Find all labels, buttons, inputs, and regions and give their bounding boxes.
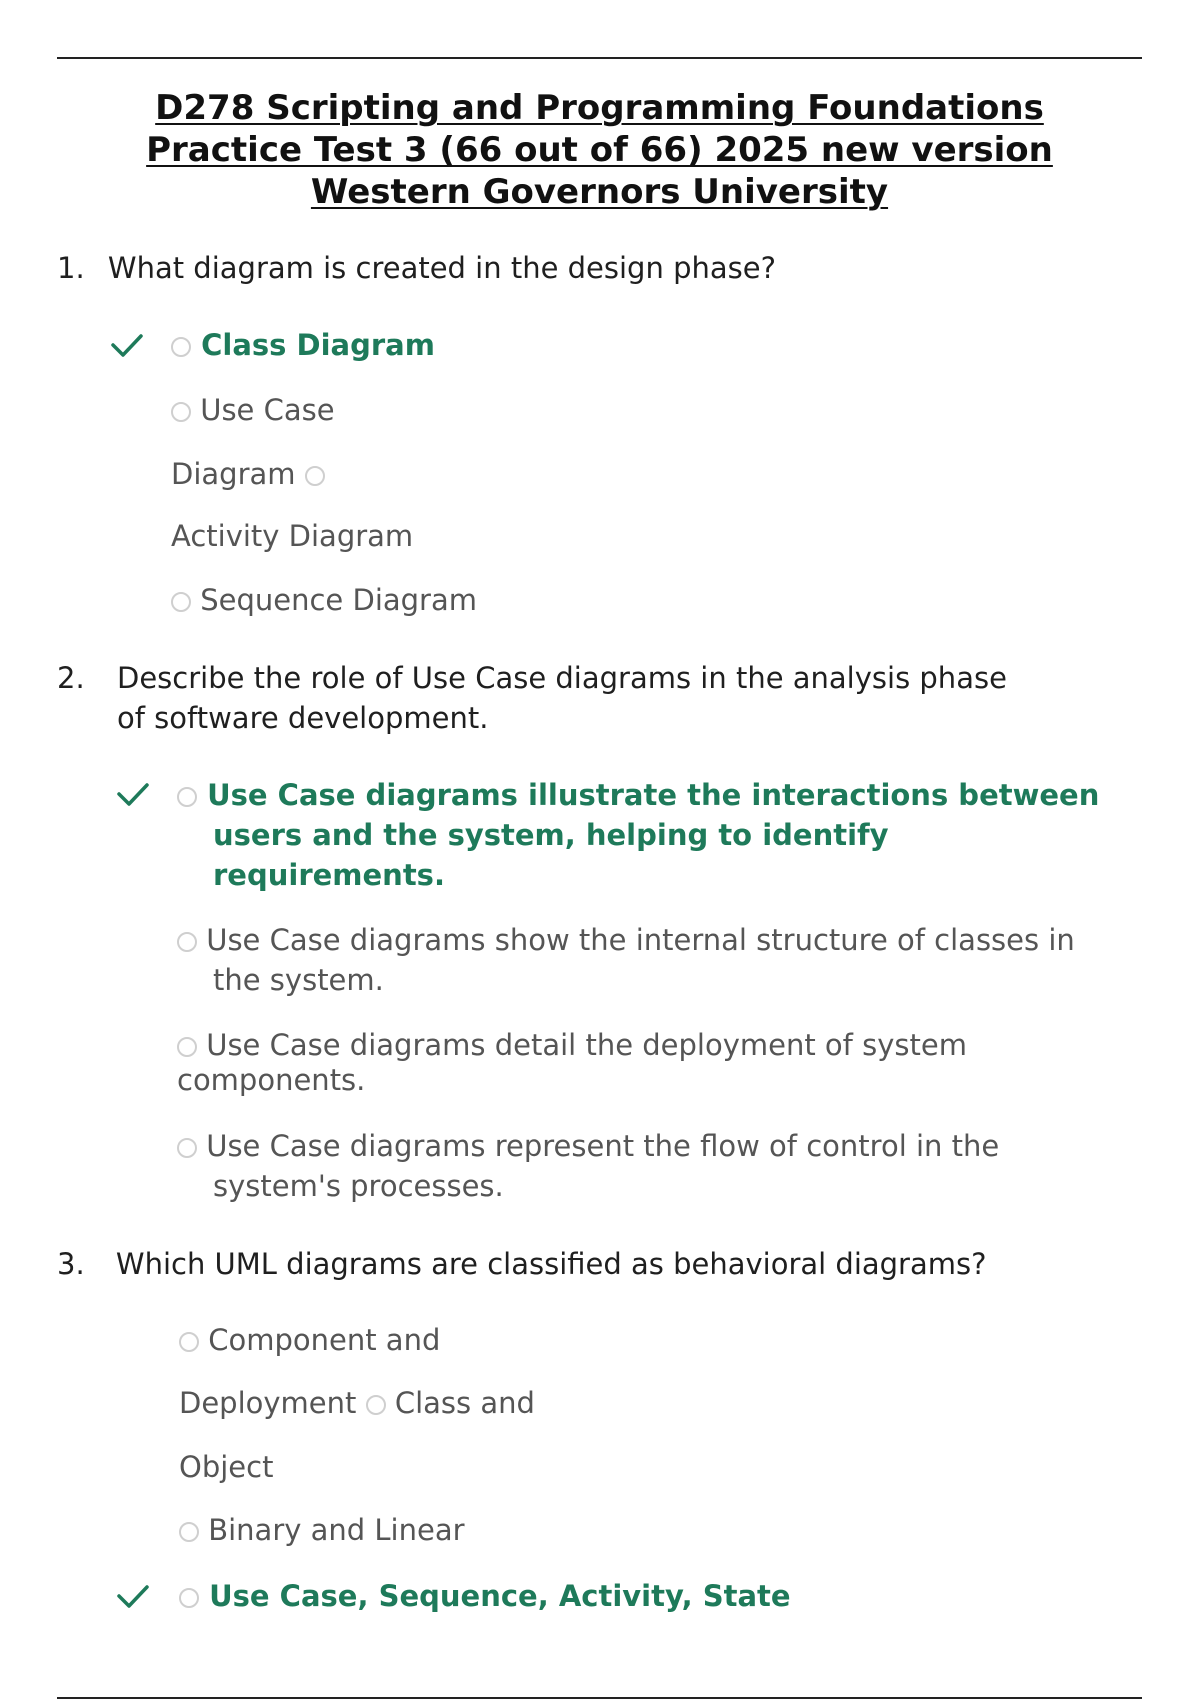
option-label-line-2: the system. [213, 963, 384, 997]
radio-icon[interactable] [177, 1037, 197, 1057]
q1-option-use-case-line[interactable] [171, 390, 335, 430]
q3-option-component-line[interactable] [179, 1320, 440, 1360]
radio-icon[interactable] [179, 1588, 199, 1608]
question-3-text: Which UML diagrams are classified as behavioral diagrams? [115, 1247, 987, 1281]
option-label-b: Class and [394, 1386, 535, 1420]
question-2-number: 2. [57, 661, 85, 695]
bottom-rule [57, 1697, 1142, 1699]
option-label: Component and [208, 1323, 441, 1357]
q2-option-b[interactable] [177, 920, 1075, 960]
q3-option-deployment-line[interactable] [179, 1383, 535, 1423]
correct-check-icon [110, 328, 144, 362]
radio-icon[interactable] [171, 592, 191, 612]
option-label: Activity Diagram [171, 519, 414, 553]
question-3 [57, 1244, 1142, 1284]
q2-option-d[interactable] [177, 1126, 999, 1166]
q2-option-a[interactable] [177, 775, 1099, 815]
q2-option-b-line-2 [213, 960, 384, 1000]
radio-icon[interactable] [177, 787, 197, 807]
q1-option-sequence-diagram[interactable] [171, 580, 477, 620]
correct-check-icon [116, 1579, 150, 1613]
radio-icon[interactable] [179, 1332, 199, 1352]
option-label-line-1: Use Case diagrams show the internal structure of classes in [206, 923, 1075, 957]
option-label-line-2: system's processes. [213, 1169, 504, 1203]
q2-option-a-line-3 [213, 855, 445, 895]
title-line-1: D278 Scripting and Programming Foundations [155, 88, 1044, 128]
option-label: Class Diagram [201, 328, 435, 362]
option-label: Sequence Diagram [200, 583, 477, 617]
title-line-3: Western Governors University [310, 172, 889, 212]
option-label: Use Case, Sequence, Activity, State [209, 1579, 791, 1613]
option-label-line-1: Use Case diagrams detail the deployment of system [206, 1028, 967, 1062]
option-label-line-2: components. [177, 1063, 366, 1097]
q2-option-a-line-2 [213, 815, 889, 855]
radio-icon[interactable] [171, 402, 191, 422]
title-line-2: Practice Test 3 (66 out of 66) 2025 new version [146, 130, 1053, 170]
option-label-line-2: users and the system, helping to identify [213, 818, 889, 852]
question-2-text-line-1: Describe the role of Use Case diagrams in the analysis phase [117, 661, 1007, 695]
q3-option-use-case-sequence[interactable] [179, 1576, 791, 1616]
option-label: Use Case [200, 393, 335, 427]
q1-option-class-diagram[interactable] [171, 325, 435, 365]
q1-option-activity-diagram[interactable] [171, 516, 413, 556]
q2-option-c-line-2 [177, 1060, 365, 1100]
radio-icon[interactable] [179, 1522, 199, 1542]
radio-icon[interactable] [177, 932, 197, 952]
q3-option-binary-linear[interactable] [179, 1510, 465, 1550]
radio-icon[interactable] [366, 1395, 386, 1415]
option-label-line-3: requirements. [213, 858, 445, 892]
radio-icon[interactable] [171, 337, 191, 357]
question-1 [57, 248, 1142, 288]
radio-icon[interactable] [305, 466, 325, 486]
option-label: Deployment [179, 1386, 357, 1420]
question-2 [57, 658, 1142, 738]
question-1-text: What diagram is created in the design phase? [107, 251, 776, 285]
q3-option-object-line[interactable] [179, 1447, 273, 1487]
q2-option-d-line-2 [213, 1166, 504, 1206]
q2-option-c[interactable] [177, 1025, 967, 1065]
option-label-line-1: Use Case diagrams illustrate the interactions between [207, 778, 1100, 812]
radio-icon[interactable] [177, 1138, 197, 1158]
option-label-line-1: Use Case diagrams represent the flow of control in the [206, 1129, 1000, 1163]
correct-check-icon [116, 777, 150, 811]
question-1-number: 1. [57, 251, 85, 285]
option-label: Object [179, 1450, 274, 1484]
top-rule [57, 57, 1142, 59]
document-title [57, 87, 1142, 213]
question-2-text-line-2: of software development. [117, 701, 489, 735]
option-label: Diagram [171, 457, 296, 491]
question-3-number: 3. [57, 1247, 85, 1281]
option-label: Binary and Linear [208, 1513, 465, 1547]
q1-option-diagram-line[interactable] [171, 454, 325, 494]
